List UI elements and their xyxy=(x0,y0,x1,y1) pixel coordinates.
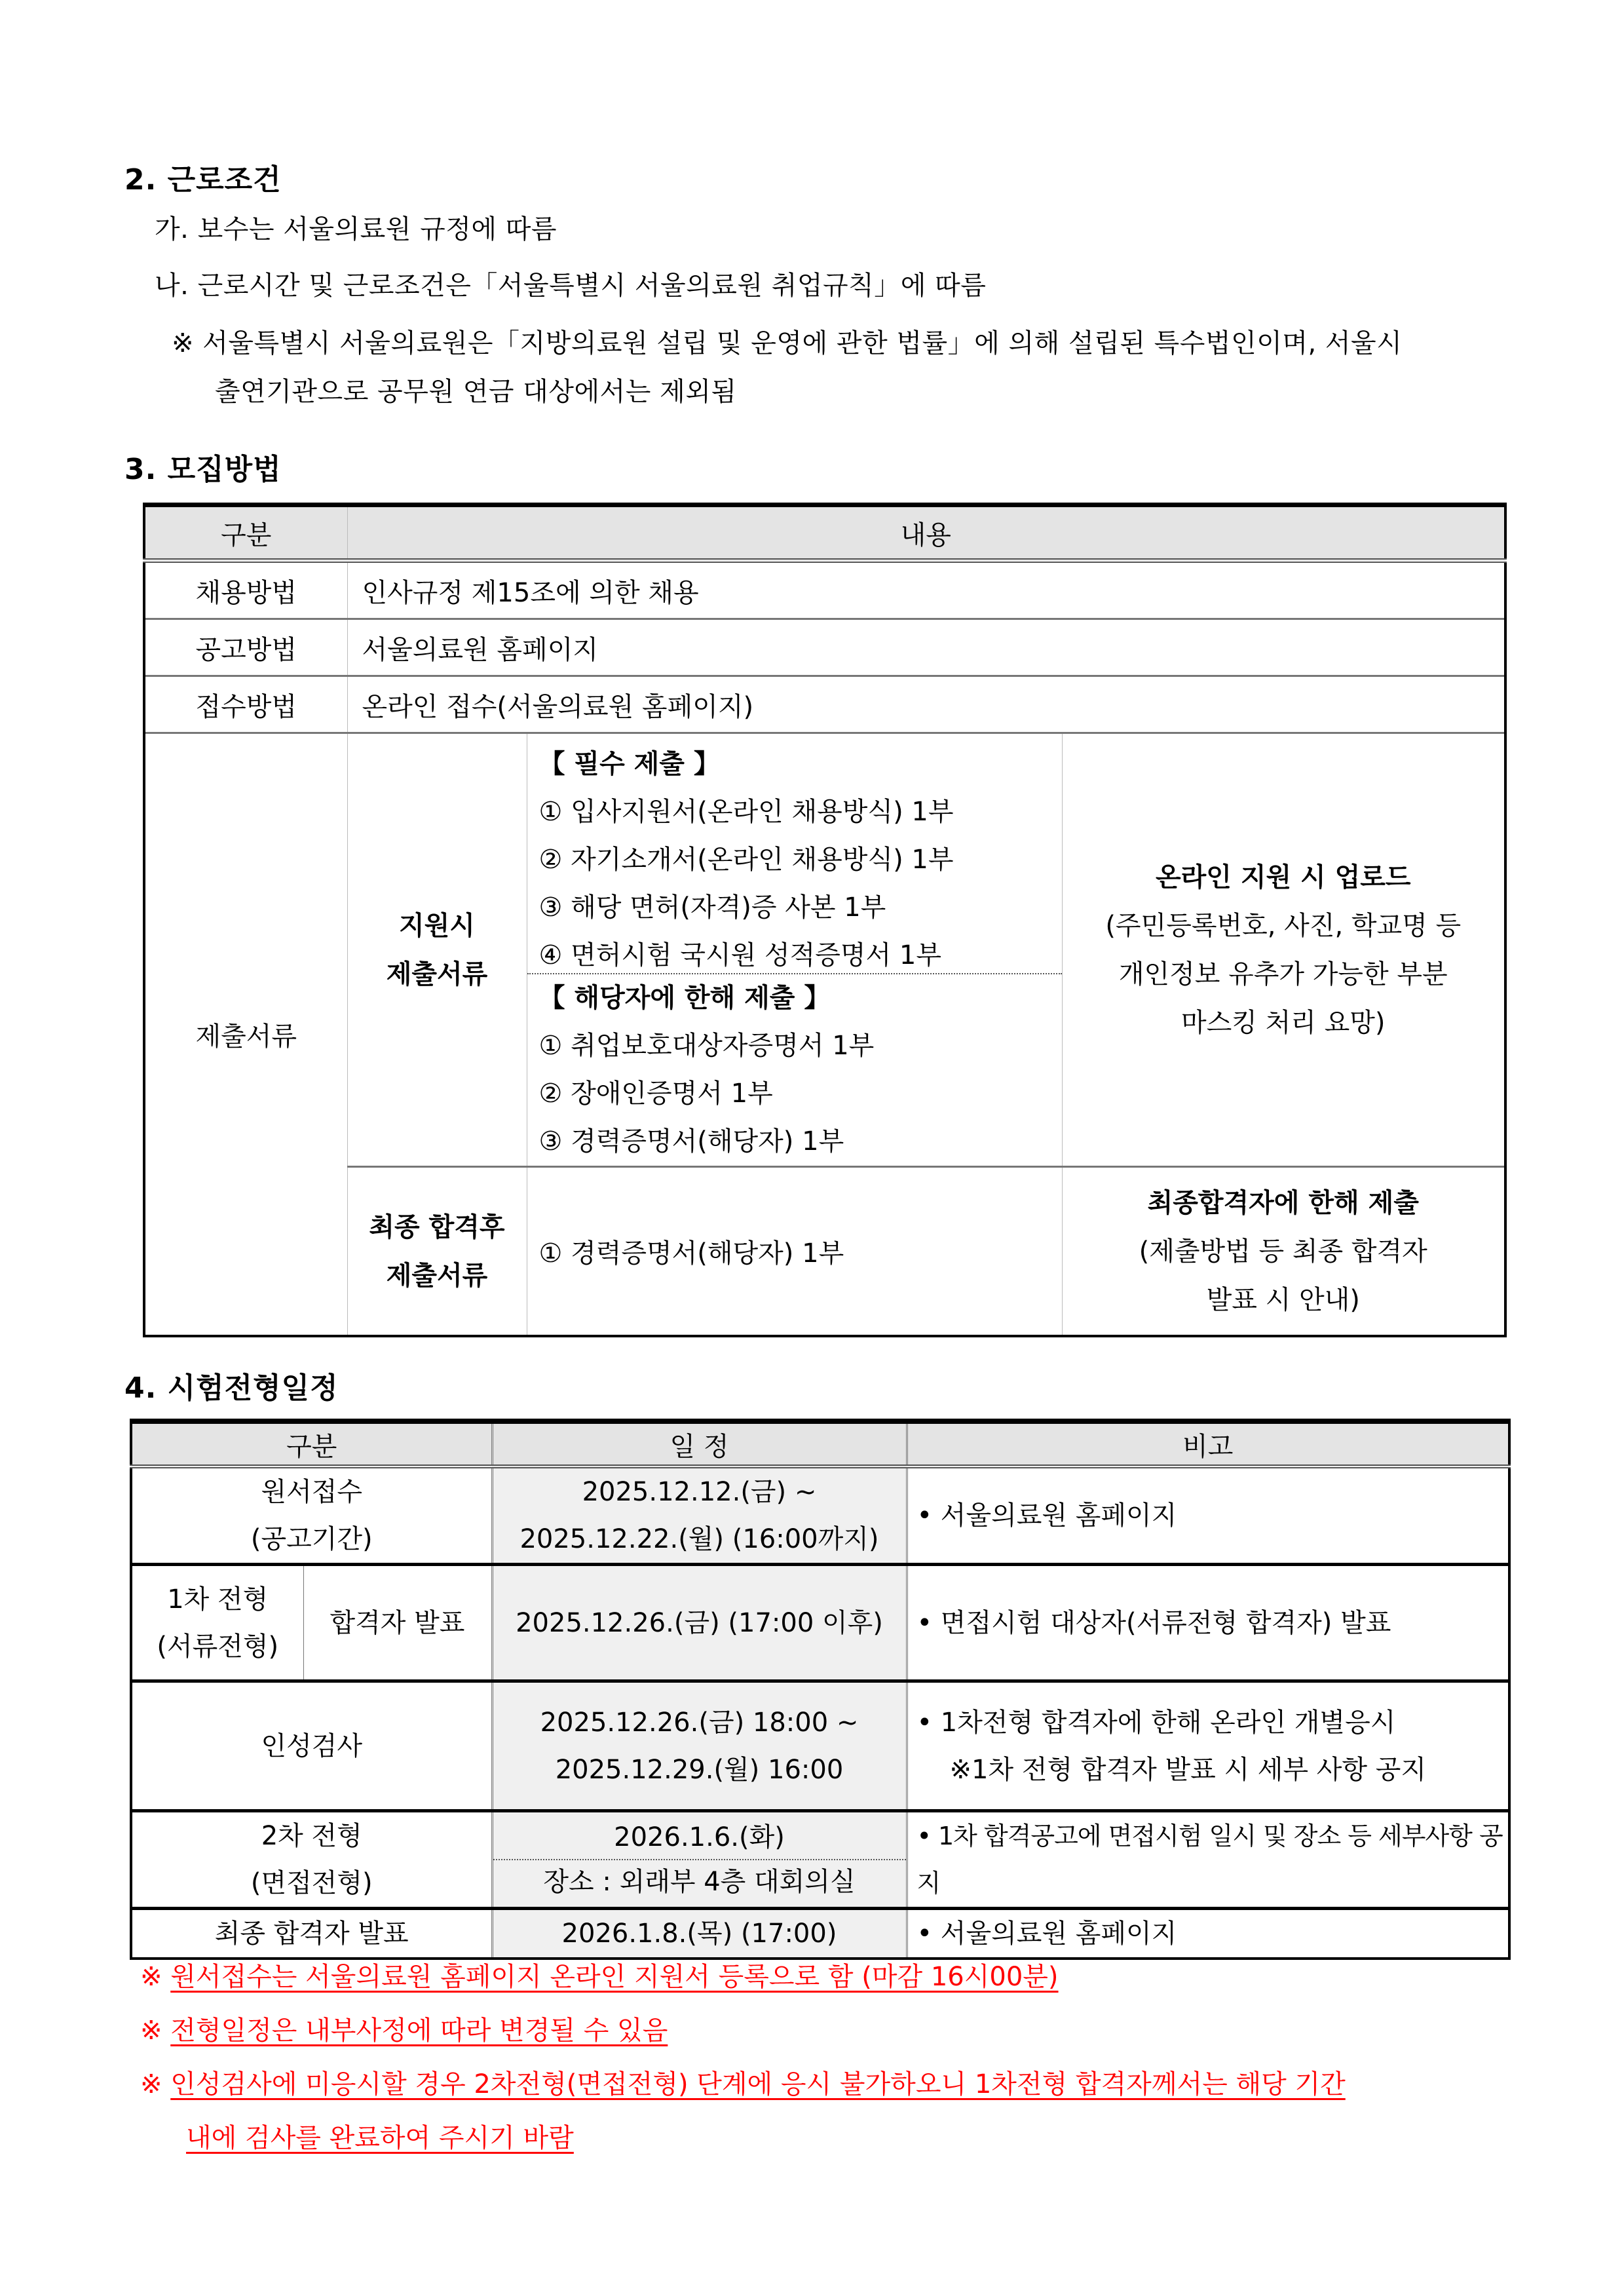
date-line: 2025.12.12.(금) ~ xyxy=(582,1477,817,1507)
warning-3-cont xyxy=(186,2117,574,2154)
row-date xyxy=(492,1466,907,1565)
warning-1 xyxy=(140,1956,1059,1993)
table-row xyxy=(131,1681,1509,1811)
row-date xyxy=(492,1681,907,1811)
table-row xyxy=(131,1565,1509,1681)
label-line: 원서접수 xyxy=(261,1477,363,1507)
list-item: ② 자기소개서(온라인 채용방식) 1부 xyxy=(538,845,954,875)
final-docs-item: ① 경력증명서(해당자) 1부 xyxy=(527,1167,1062,1337)
final-docs-label xyxy=(347,1167,527,1337)
row-label: 공고방법 xyxy=(144,619,347,676)
table-row xyxy=(144,619,1505,676)
apply-docs-remark xyxy=(1062,733,1505,1167)
recruitment-method-table xyxy=(143,503,1507,1337)
apply-docs-label-line1: 지원시 xyxy=(399,910,475,941)
row-label: 최종 합격자 발표 xyxy=(131,1909,492,1959)
label-line: (면접전형) xyxy=(250,1868,373,1898)
row-label xyxy=(131,1565,303,1681)
date-line: 2025.12.26.(금) 18:00 ~ xyxy=(540,1707,859,1738)
row-sub-label: 합격자 발표 xyxy=(303,1565,492,1681)
venue-line: 장소 : 외래부 4층 대회의실 xyxy=(543,1867,856,1897)
warning-text: 전형일정은 내부사정에 따라 변경될 수 있음 xyxy=(170,2016,668,2046)
docs-label: 제출서류 xyxy=(144,733,347,1337)
row-value: 서울의료원 홈페이지 xyxy=(347,619,1505,676)
row-label: 인성검사 xyxy=(131,1681,492,1811)
header-category: 구분 xyxy=(144,505,347,561)
section-2-item-b: 나. 근로시간 및 근로조건은「서울특별시 서울의료원 취업규칙」에 따름 xyxy=(155,271,987,301)
row-note: • 면접시험 대상자(서류전형 합격자) 발표 xyxy=(907,1565,1509,1681)
label-line: (서류전형) xyxy=(157,1631,279,1662)
row-value: 인사규정 제15조에 의한 채용 xyxy=(347,561,1505,619)
list-item: ④ 면허시험 국시원 성적증명서 1부 xyxy=(538,940,941,970)
list-item: ① 취업보호대상자증명서 1부 xyxy=(538,1031,875,1061)
row-value: 온라인 접수(서울의료원 홈페이지) xyxy=(347,676,1505,733)
table-row xyxy=(131,1811,1509,1909)
section-3-title: 3. 모집방법 xyxy=(124,453,282,486)
remark-line: 마스킹 처리 요망) xyxy=(1180,1007,1386,1038)
table-row xyxy=(131,1909,1509,1959)
row-note: • 1차 합격공고에 면접시험 일시 및 장소 등 세부사항 공지 xyxy=(907,1811,1509,1909)
remark-line: 발표 시 안내) xyxy=(1206,1284,1360,1315)
row-date: 2026.1.8.(목) (17:00) xyxy=(492,1909,907,1959)
apply-docs-label xyxy=(347,733,527,1167)
list-item: ③ 해당 면허(자격)증 사본 1부 xyxy=(538,892,886,923)
final-docs-remark xyxy=(1062,1167,1505,1337)
list-item: ② 장애인증명서 1부 xyxy=(538,1079,773,1109)
table-row xyxy=(144,561,1505,619)
exam-schedule-table xyxy=(130,1419,1511,1960)
section-2-note-line2: 출연기관으로 공무원 연금 대상에서는 제외됨 xyxy=(215,377,737,407)
apply-docs-list xyxy=(527,733,1062,1167)
note-line: ※1차 전형 합격자 발표 시 세부 사항 공지 xyxy=(949,1754,1427,1785)
remark-line: (주민등록번호, 사진, 학교명 등 xyxy=(1105,910,1462,941)
remark-line: (제출방법 등 최종 합격자 xyxy=(1139,1236,1427,1267)
warning-text: 인성검사에 미응시할 경우 2차전형(면접전형) 단계에 응시 불가하오니 1차전형 합격자께서는 해당 기간 xyxy=(170,2069,1346,2099)
date-line: 2025.12.22.(월) (16:00까지) xyxy=(519,1524,879,1554)
label-line: 1차 전형 xyxy=(167,1584,269,1615)
date-line: 2026.1.6.(화) xyxy=(493,1816,906,1860)
reference-mark-icon: ※ xyxy=(140,1962,162,1992)
reference-mark-icon: ※ xyxy=(140,2069,162,2099)
row-note: • 서울의료원 홈페이지 xyxy=(907,1466,1509,1565)
header-note: 비고 xyxy=(907,1421,1509,1466)
row-label xyxy=(131,1466,492,1565)
date-line: 2025.12.29.(월) 16:00 xyxy=(555,1754,844,1785)
header-schedule: 일 정 xyxy=(492,1421,907,1466)
reference-mark-icon: ※ xyxy=(140,2016,162,2046)
section-2-note-line1: ※ 서울특별시 서울의료원은「지방의료원 설립 및 운영에 관한 법률」에 의해 설립된 특수법인이며, 서울시 xyxy=(172,328,1403,358)
row-label: 접수방법 xyxy=(144,676,347,733)
warning-text: 내에 검사를 완료하여 주시기 바람 xyxy=(186,2123,574,2153)
row-date: 2025.12.26.(금) (17:00 이후) xyxy=(492,1565,907,1681)
section-2-item-a: 가. 보수는 서울의료원 규정에 따름 xyxy=(155,214,557,244)
row-note: • 서울의료원 홈페이지 xyxy=(907,1909,1509,1959)
table-row xyxy=(144,676,1505,733)
remark-title: 최종합격자에 한해 제출 xyxy=(1147,1187,1419,1218)
note-line: • 1차전형 합격자에 한해 온라인 개별응시 xyxy=(916,1707,1396,1738)
row-label xyxy=(131,1811,492,1909)
header-content: 내용 xyxy=(347,505,1505,561)
row-label: 채용방법 xyxy=(144,561,347,619)
warning-2 xyxy=(140,2010,668,2047)
final-docs-label-line1: 최종 합격후 xyxy=(369,1212,505,1242)
optional-title: 【 해당자에 한해 제출 】 xyxy=(538,983,831,1013)
header-category: 구분 xyxy=(131,1421,492,1466)
list-item: ③ 경력증명서(해당자) 1부 xyxy=(538,1126,844,1157)
label-line: 2차 전형 xyxy=(261,1821,362,1851)
warning-3 xyxy=(140,2063,1346,2101)
list-item: ① 입사지원서(온라인 채용방식) 1부 xyxy=(538,797,954,827)
final-docs-label-line2: 제출서류 xyxy=(386,1260,488,1291)
row-date xyxy=(492,1811,907,1909)
label-line: (공고기간) xyxy=(250,1524,373,1554)
remark-line: 개인정보 유추가 가능한 부분 xyxy=(1118,959,1448,989)
remark-title: 온라인 지원 시 업로드 xyxy=(1155,862,1411,892)
table-row-docs-apply xyxy=(144,733,1505,1167)
apply-docs-label-line2: 제출서류 xyxy=(386,959,488,989)
table-row-docs-final xyxy=(144,1167,1505,1337)
required-title: 【 필수 제출 】 xyxy=(538,749,720,779)
section-4-title: 4. 시험전형일정 xyxy=(124,1371,339,1405)
row-note xyxy=(907,1681,1509,1811)
warning-text: 원서접수는 서울의료원 홈페이지 온라인 지원서 등록으로 함 (마감 16시00분) xyxy=(170,1962,1059,1992)
table-row xyxy=(131,1466,1509,1565)
section-2-title: 2. 근로조건 xyxy=(124,163,282,197)
